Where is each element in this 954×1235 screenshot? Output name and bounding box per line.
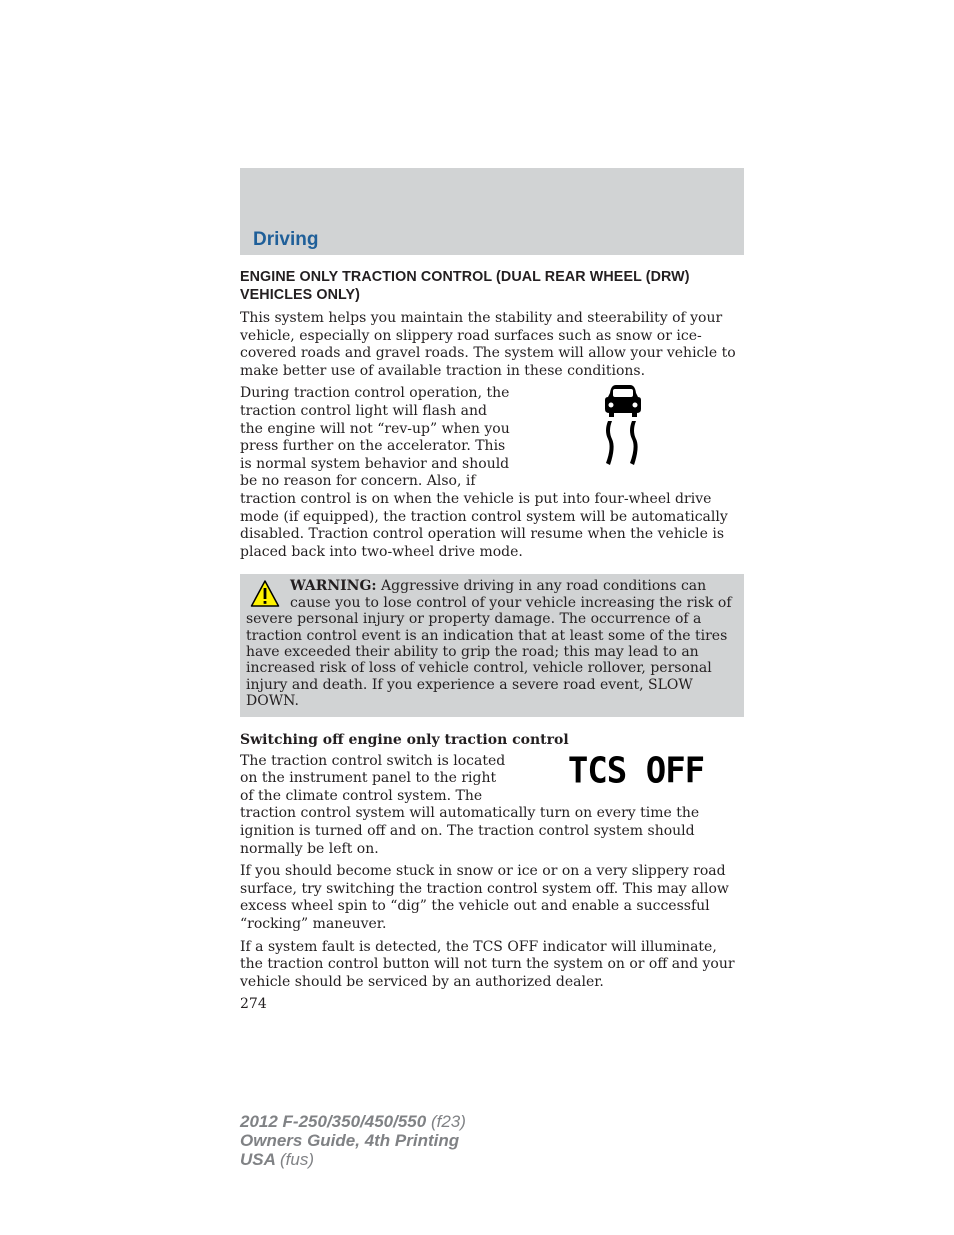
subsection-heading: Switching off engine only traction control [240, 731, 569, 748]
warning-box [240, 574, 744, 716]
tcs-indicator-container [510, 749, 744, 801]
section-header-band [240, 168, 744, 255]
document-footer [240, 1112, 466, 1169]
tcs-off-indicator: TCS OFF [567, 749, 705, 792]
warning-triangle-icon [250, 579, 280, 609]
warning-body: Aggressive driving in any road conditions can cause you to lose control of your vehicle increasing the risk of severe personal injury or property damage. The occurrence of a traction control event is an indication that at least some of the tires have exceeded their ability to grip the road; this may lead to an increased risk of loss of vehicle control, vehicle rollover, personal injury and death. If you experience a severe road event, SLOW DOWN. [246, 578, 732, 710]
traction-control-light-icon [600, 383, 646, 469]
fault-paragraph: If a system fault is detected, the TCS OFF indicator will illuminate, the traction control button will not turn the system on or off and your vehicle should be serviced by an authorized dealer. [240, 938, 735, 990]
page-content [240, 268, 744, 1012]
section-title: Driving [253, 229, 319, 250]
footer-line-2: Owners Guide, 4th Printing [240, 1131, 460, 1150]
intro-paragraph: This system helps you maintain the stability and steerability of your vehicle, especially on slippery road surfaces such as snow or ice-covered roads and gravel roads. The system will allow your vehicle to make better use of available traction in these conditions. [240, 310, 736, 379]
stuck-paragraph: If you should become stuck in snow or ice or on a very slippery road surface, try switching the traction control system off. This may allow excess wheel spin to “dig” the vehicle out and enable a successful “rocking” maneuver. [240, 863, 729, 932]
footer-line-1: 2012 F-250/350/450/550 (f23) [240, 1112, 466, 1131]
page-number: 274 [240, 996, 267, 1013]
operation-paragraph: During traction control operation, the traction control light will flash and the engine will not “rev-up” when you press further on the accelerator. This is normal system behavior and should be no reason for concern. Also, if traction control is on when the vehicle is put into four-wheel drive mode (if equipped), the traction control system will be automatically disabled. Traction control operation will resume when the vehicle is placed back into two-wheel drive mode. [240, 385, 728, 560]
footer-line-3: USA (fus) [240, 1150, 314, 1169]
switch-paragraph: The traction control switch is located on the instrument panel to the right of the climate control system. The traction control system will automatically turn on every time the ignition is turned off and on. The traction control system should normally be left on. [240, 752, 700, 857]
warning-label: WARNING: [290, 578, 377, 595]
section-heading: ENGINE ONLY TRACTION CONTROL (DUAL REAR WHEEL (DRW) VEHICLES ONLY) [240, 269, 690, 303]
traction-icon-container [510, 385, 744, 477]
warning-text [246, 578, 736, 709]
